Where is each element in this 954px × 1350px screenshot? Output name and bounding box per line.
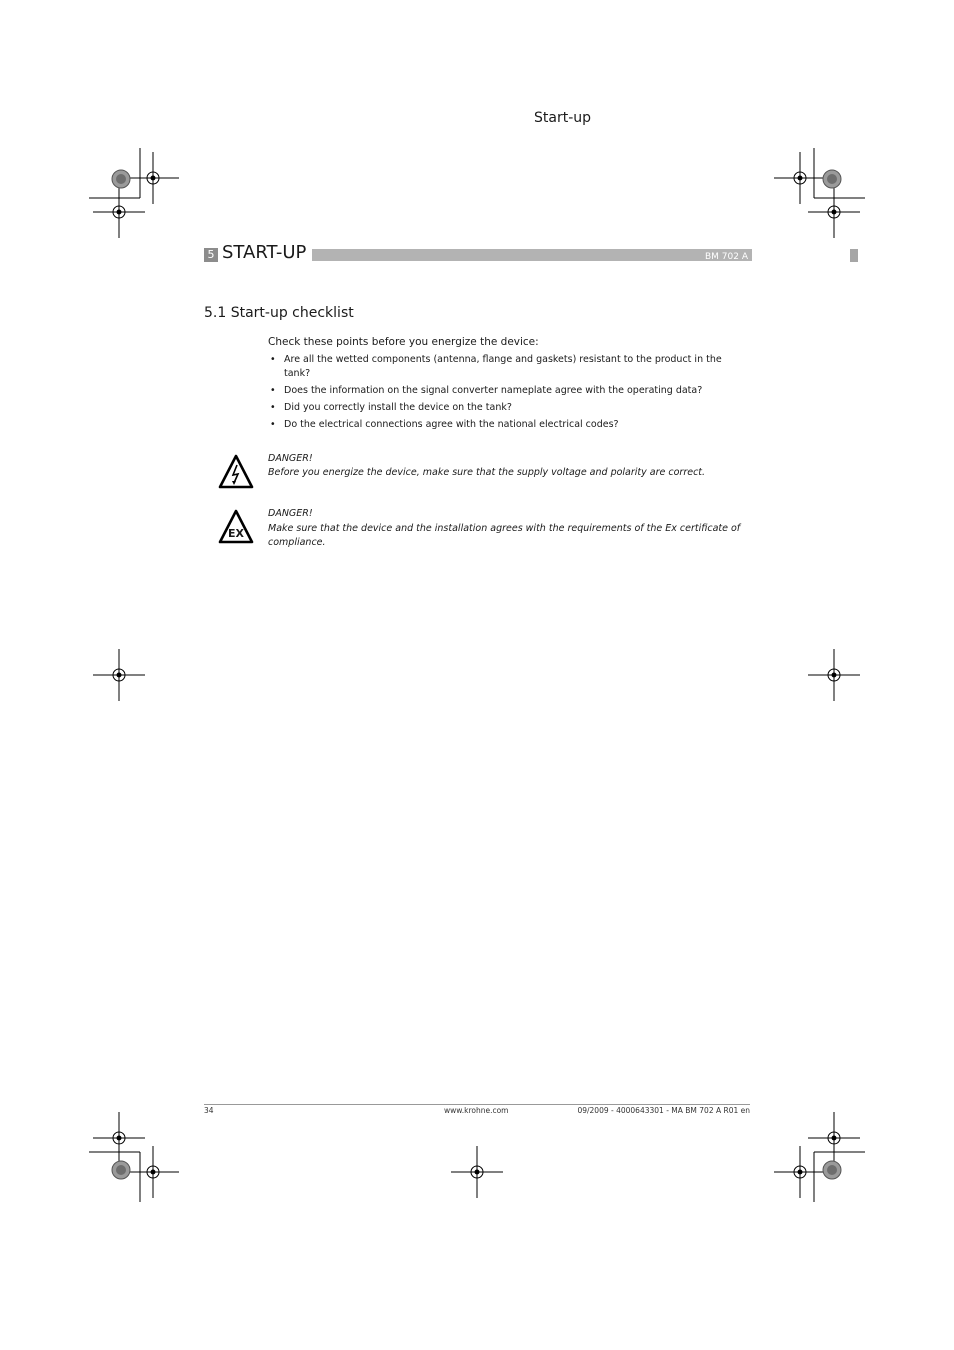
list-item: • Did you correctly install the device on the tank? [268,401,750,415]
checklist-intro: Check these points before you energize the device: [268,336,539,348]
chapter-side-tab [850,249,858,262]
chapter-title: START-UP [222,243,310,263]
footer-website: www.krohne.com [444,1106,509,1115]
running-head: Start-up [534,110,592,126]
warning-text: Make sure that the device and the installation agrees with the requirements of the Ex certificate of compliance. [268,523,741,548]
ex-icon-text: EX [228,527,244,540]
warning-text: Before you energize the device, make sure that the supply voltage and polarity are correct. [268,467,706,478]
warning-label: DANGER! [268,508,313,519]
chapter-doc-id: BM 702 A [705,252,748,262]
list-item: • Are all the wetted components (antenna, flange and gaskets) resistant to the product in the tank? [268,353,750,381]
list-item: • Do the electrical connections agree with the national electrical codes? [268,418,750,432]
chapter-number: 5 [204,248,218,262]
chapter-header [204,242,752,263]
footer-rule [204,1104,750,1105]
list-item: • Does the information on the signal converter nameplate agree with the operating data? [268,384,750,398]
section-title: 5.1 Start-up checklist [204,305,354,321]
checklist [268,353,750,435]
footer-doc-ref: 09/2009 - 4000643301 - MA BM 702 A R01 en [577,1106,750,1115]
warning-label: DANGER! [268,453,313,464]
footer-page-number: 34 [204,1106,214,1115]
ex-hazard-warning-icon [218,509,254,545]
chapter-rule [312,249,752,261]
high-voltage-warning-icon [218,454,254,490]
